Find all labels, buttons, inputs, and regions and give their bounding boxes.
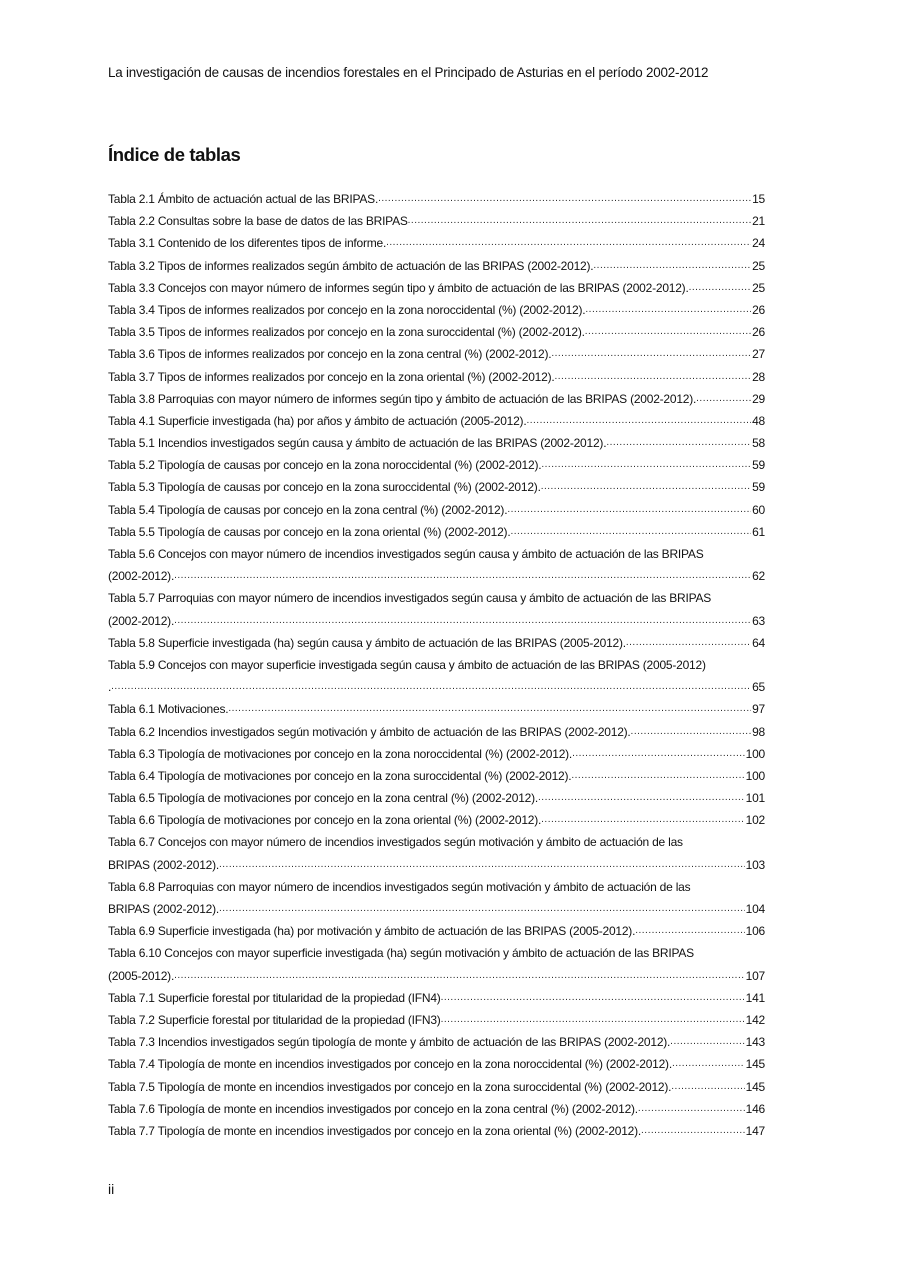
toc-entry[interactable] <box>108 920 765 942</box>
toc-entry[interactable] <box>108 876 765 920</box>
toc-entry[interactable] <box>108 1009 765 1031</box>
dot-leader <box>593 255 751 277</box>
dot-leader <box>696 388 751 410</box>
toc-entry-page: 145 <box>745 1057 765 1072</box>
toc-entry[interactable] <box>108 587 765 631</box>
toc-entry-title: Tabla 6.4 Tipología de motivaciones por concejo en la zona suroccidental (%) (2002-2012). <box>108 768 572 783</box>
toc-entry[interactable] <box>108 787 765 809</box>
toc-entry[interactable] <box>108 942 765 986</box>
toc-entry[interactable] <box>108 1031 765 1053</box>
toc-entry[interactable] <box>108 632 765 654</box>
toc-entry-title: Tabla 6.6 Tipología de motivaciones por concejo en la zona oriental (%) (2002-2012). <box>108 813 542 828</box>
toc-entry-title: BRIPAS (2002-2012). <box>108 857 219 872</box>
toc-entry[interactable] <box>108 743 765 765</box>
dot-leader <box>670 1031 744 1053</box>
toc-entry-title: BRIPAS (2002-2012). <box>108 902 219 916</box>
toc-entry[interactable] <box>108 232 765 254</box>
toc-entry[interactable] <box>108 188 765 210</box>
dot-leader <box>672 1053 745 1075</box>
toc-entry-title: Tabla 3.2 Tipos de informes realizados según ámbito de actuación de las BRIPAS (2002-2012). <box>108 258 594 273</box>
toc-entry-title: (2002-2012). <box>108 613 175 628</box>
toc-entry-page: 29 <box>752 391 765 406</box>
table-of-tables <box>108 188 765 1142</box>
toc-entry-page: 62 <box>752 569 765 584</box>
dot-leader <box>510 521 751 543</box>
dot-leader <box>572 743 745 765</box>
toc-entry[interactable] <box>108 1076 765 1098</box>
toc-entry[interactable] <box>108 654 765 698</box>
toc-entry[interactable] <box>108 299 765 321</box>
toc-entry-title: Tabla 5.2 Tipología de causas por concejo en la zona noroccidental (%) (2002-2012). <box>108 458 542 473</box>
dot-leader <box>541 454 751 476</box>
dot-leader <box>507 499 751 521</box>
toc-entry[interactable] <box>108 388 765 410</box>
toc-entry[interactable] <box>108 1098 765 1120</box>
toc-entry[interactable] <box>108 454 765 476</box>
toc-entry-page: 141 <box>745 990 765 1005</box>
toc-entry[interactable] <box>108 1120 765 1142</box>
dot-leader <box>526 410 751 432</box>
toc-entry-page: 59 <box>752 458 765 473</box>
toc-entry[interactable] <box>108 1053 765 1075</box>
toc-entry-title: Tabla 3.3 Concejos con mayor número de informes según tipo y ámbito de actuación de las BRIPAS (2002-2012). <box>108 280 689 295</box>
dot-leader <box>541 809 744 831</box>
dot-leader <box>174 565 751 587</box>
toc-entry[interactable] <box>108 277 765 299</box>
running-header: La investigación de causas de incendios forestales en el Principado de Asturias en el período 2002-2012 <box>108 65 709 80</box>
dot-leader <box>551 343 751 365</box>
toc-entry-page: 145 <box>745 1079 765 1094</box>
dot-leader <box>635 920 744 942</box>
toc-entry-title: Tabla 3.7 Tipos de informes realizados por concejo en la zona oriental (%) (2002-2012). <box>108 369 555 384</box>
toc-entry[interactable] <box>108 499 765 521</box>
toc-entry-page: 103 <box>745 857 765 872</box>
toc-entry[interactable] <box>108 321 765 343</box>
toc-entry-title: Tabla 5.6 Concejos con mayor número de incendios investigados según causa y ámbito de actuación de las BRIPAS <box>108 547 704 561</box>
toc-entry-title: Tabla 7.3 Incendios investigados según tipología de monte y ámbito de actuación de las BRIPAS (2002-2012). <box>108 1035 671 1050</box>
toc-entry-title: Tabla 3.5 Tipos de informes realizados por concejo en la zona suroccidental (%) (2002-2012). <box>108 325 585 340</box>
dot-leader <box>378 188 751 210</box>
toc-entry[interactable] <box>108 410 765 432</box>
toc-entry-title: Tabla 5.4 Tipología de causas por concejo en la zona central (%) (2002-2012). <box>108 502 508 517</box>
toc-entry[interactable] <box>108 521 765 543</box>
dot-leader <box>111 676 751 698</box>
toc-entry-page: 63 <box>752 613 765 628</box>
toc-entry-page: 27 <box>752 347 765 362</box>
toc-entry-title: Tabla 6.1 Motivaciones. <box>108 702 229 717</box>
toc-entry-title: Tabla 3.6 Tipos de informes realizados por concejo en la zona central (%) (2002-2012). <box>108 347 552 362</box>
toc-entry[interactable] <box>108 366 765 388</box>
toc-entry-page: 28 <box>752 369 765 384</box>
toc-entry-title: (2002-2012). <box>108 569 175 584</box>
toc-entry[interactable] <box>108 210 765 232</box>
toc-entry-page: 21 <box>752 214 765 229</box>
toc-entry-page: 65 <box>752 680 765 695</box>
toc-entry-page: 61 <box>752 524 765 539</box>
toc-entry[interactable] <box>108 698 765 720</box>
toc-entry-title: Tabla 6.8 Parroquias con mayor número de incendios investigados según motivación y ámbito de actuación de las <box>108 879 691 894</box>
dot-leader <box>541 476 751 498</box>
toc-entry-page: 64 <box>752 635 765 650</box>
toc-entry-page: 100 <box>745 746 765 761</box>
toc-entry-page: 98 <box>752 724 765 739</box>
toc-entry-title: Tabla 2.2 Consultas sobre la base de datos de las BRIPAS <box>108 214 408 229</box>
toc-entry-page: 106 <box>745 924 765 939</box>
dot-leader <box>606 432 751 454</box>
toc-entry-page: 25 <box>752 280 765 295</box>
toc-entry[interactable] <box>108 721 765 743</box>
dot-leader <box>585 321 751 343</box>
toc-entry[interactable] <box>108 432 765 454</box>
toc-entry-title: Tabla 5.3 Tipología de causas por concejo en la zona suroccidental (%) (2002-2012). <box>108 480 541 495</box>
toc-entry-title: Tabla 7.6 Tipología de monte en incendios investigados por concejo en la zona central (%) (2002-2012). <box>108 1101 638 1116</box>
toc-entry[interactable] <box>108 343 765 365</box>
toc-entry-title: Tabla 3.1 Contenido de los diferentes tipos de informe. <box>108 236 387 251</box>
toc-entry-title: Tabla 7.5 Tipología de monte en incendios investigados por concejo en la zona suroccidental (%) (2002-2012). <box>108 1079 672 1094</box>
toc-entry-title: Tabla 6.7 Concejos con mayor número de incendios investigados según motivación y ámbito de actuación de las <box>108 835 683 850</box>
toc-entry-title: Tabla 6.2 Incendios investigados según motivación y ámbito de actuación de las BRIPAS (2002-2012). <box>108 724 631 739</box>
dot-leader <box>689 277 752 299</box>
dot-leader <box>174 965 745 987</box>
toc-entry-page: 143 <box>745 1035 765 1050</box>
toc-entry[interactable] <box>108 809 765 831</box>
toc-entry-page: 26 <box>752 302 765 317</box>
toc-entry-title: Tabla 6.3 Tipología de motivaciones por concejo en la zona noroccidental (%) (2002-2012). <box>108 746 573 761</box>
dot-leader <box>538 787 745 809</box>
toc-entry-page: 101 <box>745 791 765 806</box>
dot-leader <box>174 610 751 632</box>
dot-leader <box>638 1098 745 1120</box>
toc-entry-page: 24 <box>752 236 765 251</box>
dot-leader <box>219 854 745 876</box>
toc-entry[interactable] <box>108 543 765 587</box>
toc-entry-page: 25 <box>752 258 765 273</box>
dot-leader <box>408 210 751 232</box>
toc-entry-title: Tabla 2.1 Ámbito de actuación actual de las BRIPAS. <box>108 192 379 206</box>
toc-entry-title: Tabla 7.7 Tipología de monte en incendios investigados por concejo en la zona oriental (%) (2002-2012). <box>108 1123 642 1138</box>
toc-entry-page: 142 <box>745 1012 765 1027</box>
toc-entry-title: Tabla 4.1 Superficie investigada (ha) por años y ámbito de actuación (2005-2012). <box>108 413 527 428</box>
toc-entry-title: (2005-2012). <box>108 968 175 983</box>
toc-entry-page: 26 <box>752 325 765 340</box>
page-number: ii <box>108 1181 115 1197</box>
toc-entry[interactable] <box>108 476 765 498</box>
dot-leader <box>554 366 751 388</box>
toc-entry-title: Tabla 6.5 Tipología de motivaciones por concejo en la zona central (%) (2002-2012). <box>108 791 539 806</box>
toc-entry[interactable] <box>108 765 765 787</box>
toc-entry-title: Tabla 5.7 Parroquias con mayor número de incendios investigados según causa y ámbito de actuación de las BRIPAS <box>108 591 712 606</box>
toc-entry-title: Tabla 5.1 Incendios investigados según causa y ámbito de actuación de las BRIPAS (2002-2012). <box>108 436 607 451</box>
toc-entry-page: 147 <box>745 1123 765 1138</box>
toc-entry-page: 48 <box>752 413 765 428</box>
toc-entry-title: Tabla 6.10 Concejos con mayor superficie investigada (ha) según motivación y ámbito de actuación de las BRIPAS <box>108 946 694 961</box>
dot-leader <box>641 1120 745 1142</box>
toc-entry-title: Tabla 3.4 Tipos de informes realizados por concejo en la zona noroccidental (%) (2002-2012). <box>108 302 586 317</box>
toc-entry-title: Tabla 6.9 Superficie investigada (ha) por motivación y ámbito de actuación de las BRIPAS (2005-2012). <box>108 924 636 939</box>
toc-entry-page: 104 <box>745 902 765 916</box>
toc-entry-title: Tabla 7.4 Tipología de monte en incendios investigados por concejo en la zona noroccidental (%) (2002-2012). <box>108 1057 672 1072</box>
toc-entry-page: 97 <box>752 702 765 717</box>
toc-entry-page: 100 <box>745 768 765 783</box>
dot-leader <box>631 721 752 743</box>
toc-entry-page: 102 <box>745 813 765 828</box>
toc-entry-page: 146 <box>745 1101 765 1116</box>
toc-entry-title: Tabla 7.1 Superficie forestal por titularidad de la propiedad (IFN4) <box>108 990 441 1005</box>
toc-entry[interactable] <box>108 831 765 875</box>
toc-entry-page: 60 <box>752 502 765 517</box>
toc-entry[interactable] <box>108 987 765 1009</box>
toc-entry[interactable] <box>108 255 765 277</box>
dot-leader <box>386 232 751 254</box>
dot-leader <box>219 898 745 920</box>
dot-leader <box>441 1009 745 1031</box>
page-title: Índice de tablas <box>108 144 241 165</box>
toc-entry-title: Tabla 5.9 Concejos con mayor superficie investigada según causa y ámbito de actuación de las BRIPAS (2005-2012) <box>108 657 706 672</box>
toc-entry-title: Tabla 5.8 Superficie investigada (ha) según causa y ámbito de actuación de las BRIPAS (2005-2012). <box>108 635 626 650</box>
toc-entry-title: . <box>108 680 112 695</box>
toc-entry-page: 15 <box>752 192 765 206</box>
dot-leader <box>671 1076 744 1098</box>
dot-leader <box>571 765 744 787</box>
toc-entry-page: 58 <box>752 436 765 451</box>
toc-entry-page: 59 <box>752 480 765 495</box>
toc-entry-page: 107 <box>745 968 765 983</box>
dot-leader <box>626 632 751 654</box>
toc-entry-title: Tabla 5.5 Tipología de causas por concejo en la zona oriental (%) (2002-2012). <box>108 524 511 539</box>
toc-entry-title: Tabla 3.8 Parroquias con mayor número de informes según tipo y ámbito de actuación de las BRIPAS (2002-2012). <box>108 391 697 406</box>
dot-leader <box>585 299 751 321</box>
dot-leader <box>441 987 745 1009</box>
toc-entry-title: Tabla 7.2 Superficie forestal por titularidad de la propiedad (IFN3) <box>108 1012 441 1027</box>
dot-leader <box>228 698 751 720</box>
